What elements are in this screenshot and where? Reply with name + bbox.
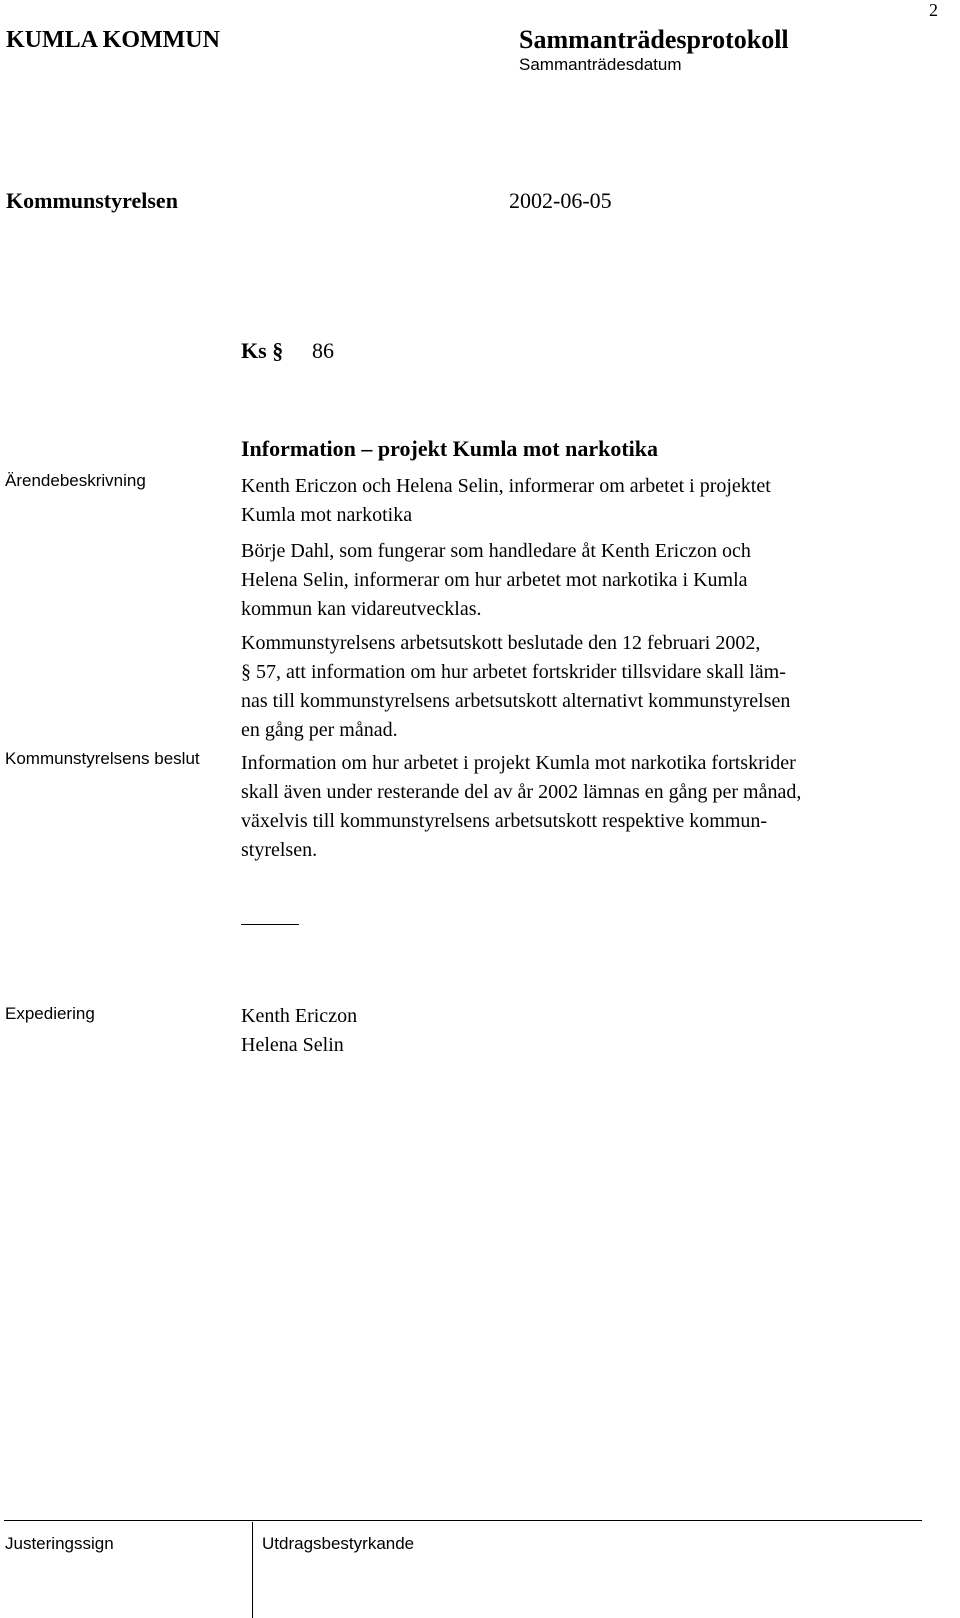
document-type: Sammanträdesprotokoll	[519, 25, 789, 54]
text-line: en gång per månad.	[241, 719, 398, 741]
recipient-name: Helena Selin	[241, 1034, 344, 1056]
committee-name: Kommunstyrelsen	[6, 188, 178, 213]
text-line: växelvis till kommunstyrelsens arbetsutskott respektive kommun-	[241, 810, 768, 832]
paragraph-number: 86	[312, 338, 334, 363]
footer-label-justeringssign: Justeringssign	[5, 1534, 114, 1553]
description-paragraph-1	[241, 472, 921, 530]
paragraph-label	[241, 338, 283, 364]
paragraph-symbol: §	[272, 338, 284, 363]
description-paragraph-2	[241, 537, 921, 624]
text-line: skall även under resterande del av år 2002 lämnas en gång per månad,	[241, 781, 802, 803]
text-line: nas till kommunstyrelsens arbetsutskott alternativt kommunstyrelsen	[241, 690, 791, 712]
decision-paragraph	[241, 749, 921, 865]
meeting-date: 2002-06-05	[509, 188, 612, 213]
text-line: Kumla mot narkotika	[241, 504, 413, 526]
page-number: 2	[929, 0, 938, 20]
footer-label-utdragsbestyrkande: Utdragsbestyrkande	[262, 1534, 415, 1553]
text-line: Helena Selin, informerar om hur arbetet mot narkotika i Kumla	[241, 569, 748, 591]
text-line: Börje Dahl, som fungerar som handledare åt Kenth Ericzon och	[241, 540, 751, 562]
organization-name: KUMLA KOMMUN	[6, 27, 220, 53]
item-title: Information – projekt Kumla mot narkotika	[241, 436, 658, 461]
footer-rule	[4, 1520, 922, 1521]
section-divider	[241, 924, 299, 925]
description-label: Ärendebeskrivning	[5, 471, 146, 490]
text-line: Information om hur arbetet i projekt Kumla mot narkotika fortskrider	[241, 752, 796, 774]
text-line: kommun kan vidareutvecklas.	[241, 598, 482, 620]
paragraph-prefix: Ks	[241, 338, 267, 363]
text-line: Kommunstyrelsens arbetsutskott beslutade den 12 februari 2002,	[241, 632, 761, 654]
description-paragraph-3	[241, 629, 921, 745]
text-line: § 57, att information om hur arbetet fortskrider tillsvidare skall läm-	[241, 661, 786, 683]
text-line: Kenth Ericzon och Helena Selin, informerar om arbetet i projektet	[241, 475, 771, 497]
dispatch-recipients	[241, 1002, 921, 1060]
meeting-date-label: Sammanträdesdatum	[519, 55, 682, 74]
text-line: styrelsen.	[241, 839, 318, 861]
decision-label: Kommunstyrelsens beslut	[5, 749, 200, 768]
dispatch-label: Expediering	[5, 1004, 95, 1023]
recipient-name: Kenth Ericzon	[241, 1005, 358, 1027]
footer-divider	[252, 1522, 253, 1618]
